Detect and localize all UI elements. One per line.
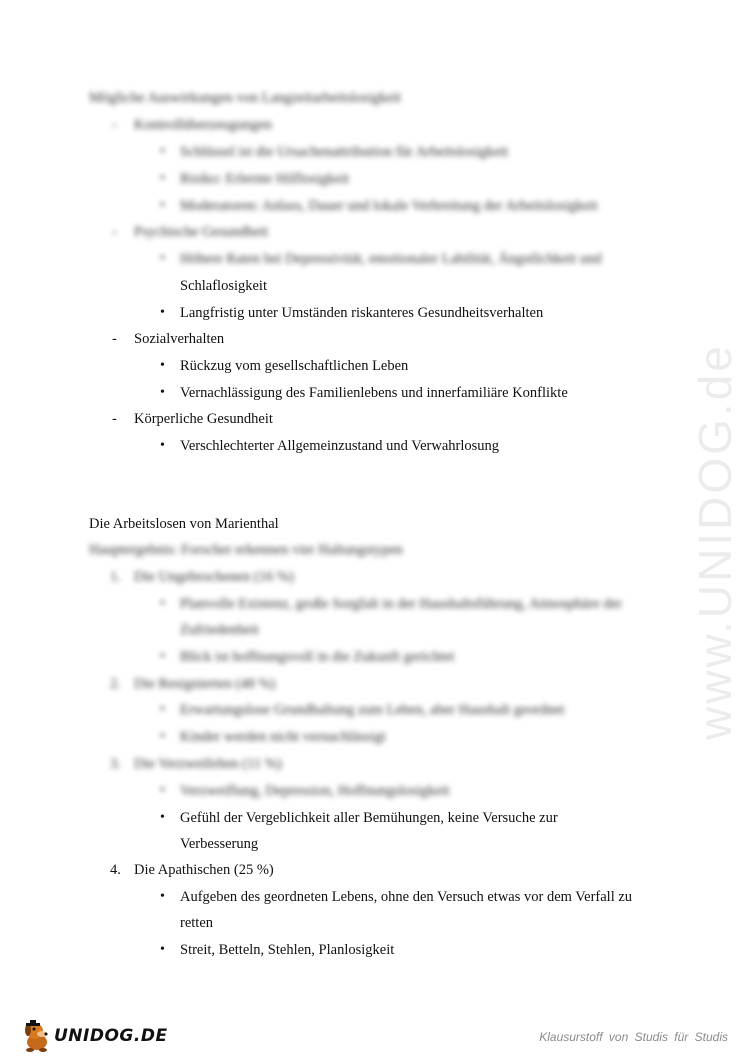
section1-item-label: Körperliche Gesundheit	[134, 411, 273, 427]
bullet-marker: •	[160, 942, 165, 957]
section2-item-label: Die Ungebrochenen (16 %)	[134, 569, 294, 585]
bullet-marker: •	[160, 144, 165, 159]
bullet-text-continued: Schlaflosigkeit	[180, 278, 267, 294]
bullet-text: Risiko: Erlernte Hilflosigkeit	[180, 171, 350, 187]
logo-text: UNIDOG.DE	[54, 1026, 168, 1046]
bullet-marker: •	[160, 305, 165, 320]
section2-subtitle: Hauptergebnis: Forscher erkennen vier Haltungstypen	[89, 542, 403, 558]
section2-item-label: Die Apathischen (25 %)	[134, 862, 274, 878]
bullet-text: Höhere Raten bei Depressivität, emotionaler Labilität, Ängstlichkeit und	[180, 251, 602, 267]
bullet-marker: •	[160, 251, 165, 266]
unidog-logo	[20, 1018, 168, 1054]
dash-marker: -	[112, 117, 117, 133]
bullet-marker: •	[160, 783, 165, 798]
section2-title: Die Arbeitslosen von Marienthal	[89, 516, 279, 532]
section2-item-label: Die Resignierten (48 %)	[134, 676, 276, 692]
bullet-text-continued: Verbesserung	[180, 836, 259, 852]
dog-mascot-icon	[20, 1018, 54, 1054]
bullet-marker: •	[160, 810, 165, 825]
list-number: 4.	[110, 862, 121, 878]
bullet-text: Rückzug vom gesellschaftlichen Leben	[180, 358, 409, 374]
bullet-marker: •	[160, 385, 165, 400]
dash-marker: -	[112, 331, 117, 347]
dash-marker: -	[112, 224, 117, 240]
bullet-marker: •	[160, 198, 165, 213]
bullet-text: Langfristig unter Umständen riskanteres Gesundheitsverhalten	[180, 305, 544, 321]
section1-item-label: Kontrollüberzeugungen	[134, 117, 272, 133]
bullet-text-continued: retten	[180, 915, 214, 931]
bullet-text: Aufgeben des geordneten Lebens, ohne den Versuch etwas vor dem Verfall zu	[180, 889, 633, 905]
bullet-text: Erwartungslose Grundhaltung zum Leben, aber Haushalt geordnet	[180, 702, 565, 718]
bullet-marker: •	[160, 438, 165, 453]
bullet-text: Planvolle Existenz, große Sorgfalt in der Haushaltsführung, Atmosphäre der	[180, 596, 622, 612]
section1-item-label: Psychische Gesundheit	[134, 224, 269, 240]
bullet-marker: •	[160, 889, 165, 904]
bullet-text: Verschlechterter Allgemeinzustand und Verwahrlosung	[180, 438, 500, 454]
section1-title: Mögliche Auswirkungen von Langzeitarbeitslosigkeit	[89, 90, 402, 106]
list-number: 1.	[110, 569, 121, 585]
bullet-text: Gefühl der Vergeblichkeit aller Bemühungen, keine Versuche zur	[180, 810, 558, 826]
footer-tagline: Klausurstoff von Studis für Studis	[539, 1030, 728, 1044]
list-number: 2.	[110, 676, 121, 692]
section2-item-label: Die Verzweifelten (11 %)	[134, 756, 282, 772]
bullet-marker: •	[160, 358, 165, 373]
list-number: 3.	[110, 756, 121, 772]
bullet-text: Blick ist hoffnungsvoll in die Zukunft gerichtet	[180, 649, 455, 665]
bullet-text: Vernachlässigung des Familienlebens und innerfamiliäre Konflikte	[180, 385, 568, 401]
bullet-text: Schlüssel ist die Ursachenattribution für Arbeitslosigkeit	[180, 144, 509, 160]
dash-marker: -	[112, 411, 117, 427]
bullet-marker: •	[160, 596, 165, 611]
bullet-text: Streit, Betteln, Stehlen, Planlosigkeit	[180, 942, 395, 958]
watermark: www.UNIDOG.de	[689, 343, 741, 740]
bullet-text: Verzweiflung, Depression, Hoffnungslosigkeit	[180, 783, 450, 799]
bullet-marker: •	[160, 729, 165, 744]
bullet-marker: •	[160, 702, 165, 717]
bullet-text: Moderatoren: Anlass, Dauer und lokale Verbreitung der Arbeitslosigkeit	[180, 198, 598, 214]
section1-item-label: Sozialverhalten	[134, 331, 225, 347]
bullet-text-continued: Zufriedenheit	[180, 622, 259, 638]
bullet-marker: •	[160, 171, 165, 186]
bullet-marker: •	[160, 649, 165, 664]
bullet-text: Kinder werden nicht vernachlässigt	[180, 729, 386, 745]
